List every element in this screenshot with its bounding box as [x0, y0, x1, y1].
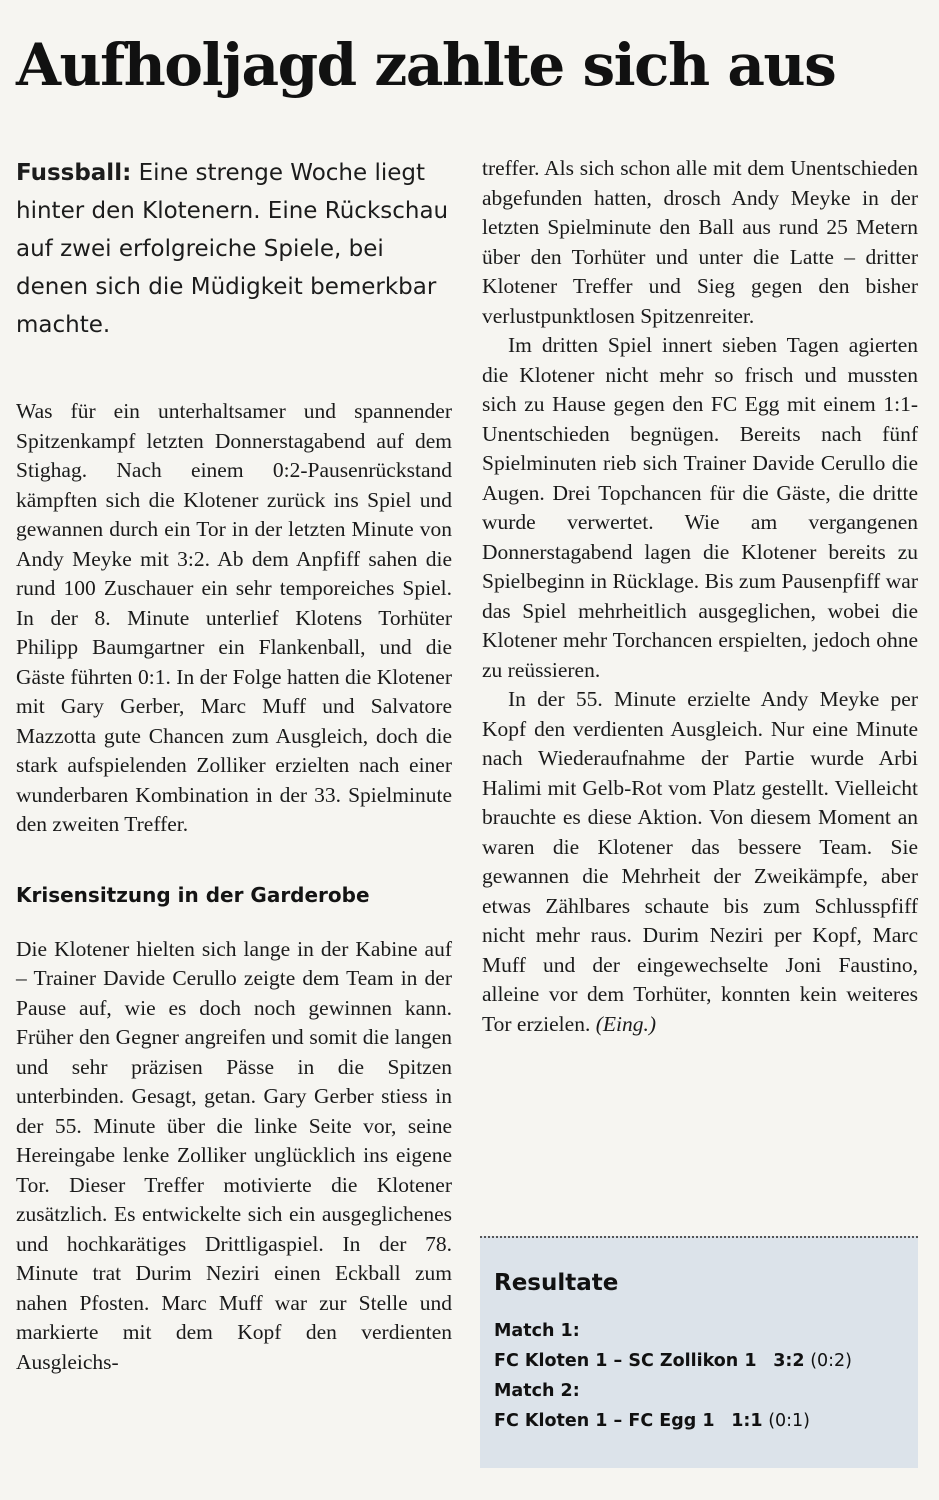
match-2-teams: FC Kloten 1 – FC Egg 1	[494, 1411, 715, 1431]
match-2-halftime: (0:1)	[768, 1411, 811, 1431]
match-2-result	[494, 1406, 904, 1436]
match-2-label: Match 2:	[494, 1381, 580, 1401]
match-2-score: 1:1	[731, 1411, 763, 1431]
body-paragraph-3: Im dritten Spiel innert sieben Tagen agierten die Klotener nicht mehr so frisch und mussten sich zu Hause gegen den FC Egg mit einem 1:1-Unentschieden begnügen. Bereits nach fünf Spielminuten rieb sich Trainer Davide Cerullo die Augen. Drei Topchancen für die Gäste, die dritte wurde verwertet. Wie am vergangenen Donnerstagabend lagen die Klotener bereits zu Spielbeginn in Rücklage. Bis zum Pausenpfiff war das Spiel mehrheitlich ausgeglichen, wobei die Klotener mehr Torchancen erspielten, jedoch ohne zu reüssieren.	[482, 333, 918, 682]
body-paragraph-1: Was für ein unterhaltsamer und spannender Spitzenkampf letzten Donnerstagabend auf dem Stighag. Nach einem 0:2-Pausenrückstand kämpften sich die Klotener zurück ins Spiel und gewannen durch ein Tor in der letzten Minute von Andy Meyke mit 3:2. Ab dem Anpfiff sahen die rund 100 Zuschauer ein sehr temporeiches Spiel. In der 8. Minute unterlief Klotens Torhüter Philipp Baumgartner ein Flankenball, und die Gäste führten 0:1. In der Folge hatten die Klotener mit Gary Gerber, Marc Muff und Salvatore Mazzotta gute Chancen zum Ausgleich, doch die stark aufspielenden Zolliker erzielten nach einer wunderbaren Kombination in der 33. Spielminute den zweiten Treffer.	[16, 399, 452, 836]
lead-kicker: Fussball:	[16, 160, 132, 186]
results-title: Resultate	[494, 1270, 619, 1296]
author-note: (Eing.)	[595, 1011, 657, 1036]
body-paragraph-2-part-2: treffer. Als sich schon alle mit dem Unentschieden abgefunden hatten, drosch Andy Meyke in der letzten Spielminute den Ball aus rund 25 Metern über den Torhüter und unter die Latte – dritter Klotener Treffer und Sieg gegen den bisher verlustpunktlosen Spitzenreiter.	[482, 156, 918, 328]
body-paragraph-4-text: In der 55. Minute erzielte Andy Meyke per Kopf den verdienten Ausgleich. Nur eine Minute nach Wiederaufnahme der Partie wurde Arbi Halimi mit Gelb-Rot vom Platz gestellt. Vielleicht brauchte es diese Aktion. Von diesem Moment an waren die Klotener das bessere Team. Sie gewannen die Mehrheit der Zweikämpfe, aber etwas Zählbares schaute bis zum Schlusspfiff nicht mehr raus. Durim Neziri per Kopf, Marc Muff und der eingewechselte Joni Faustino, alleine vor dem Torhüter, konnten kein weiteres Tor erzielen.	[482, 687, 918, 1036]
lead-text: Eine strenge Woche liegt hinter den Klotenern. Eine Rückschau auf zwei erfolgreiche Spiele, bei denen sich die Müdigkeit bemerkbar machte.	[16, 160, 449, 338]
match-1-result	[494, 1346, 904, 1376]
subheading: Krisensitzung in der Garderobe	[16, 882, 370, 907]
body-paragraph-4	[482, 685, 918, 1039]
body-paragraph-2-continued	[482, 154, 918, 331]
match-1-label: Match 1:	[494, 1321, 580, 1341]
column-right	[482, 154, 918, 1039]
column-left	[16, 154, 452, 1377]
lead-paragraph	[16, 154, 452, 344]
results-box	[480, 1236, 918, 1468]
match-1-teams: FC Kloten 1 – SC Zollikon 1	[494, 1351, 757, 1371]
body-paragraph-2-part-1: Die Klotener hielten sich lange in der Kabine auf – Trainer Davide Cerullo zeigte dem Team in der Pause auf, wie es doch noch gewinnen kann. Früher den Gegner angreifen und somit die langen und sehr präzisen Pässe in die Spitzen unterbinden. Gesagt, getan. Gary Gerber stiess in der 55. Minute über die linke Seite vor, seine Hereingabe lenke Zolliker unglücklich ins eigene Tor. Dieser Treffer motivierte die Klotener zusätzlich. Es entwickelte sich ein ausgeglichenes und hochkarätiges Drittligaspiel. In der 78. Minute trat Durim Neziri einen Eckball zum nahen Pfosten. Marc Muff war zur Stelle und markierte mit dem Kopf den verdienten Ausgleichs-	[16, 936, 452, 1374]
headline: Aufholjagd zahlte sich aus	[16, 31, 836, 99]
body-paragraph-2	[16, 935, 452, 1378]
match-1-halftime: (0:2)	[810, 1351, 853, 1371]
match-1-score: 3:2	[773, 1351, 805, 1371]
